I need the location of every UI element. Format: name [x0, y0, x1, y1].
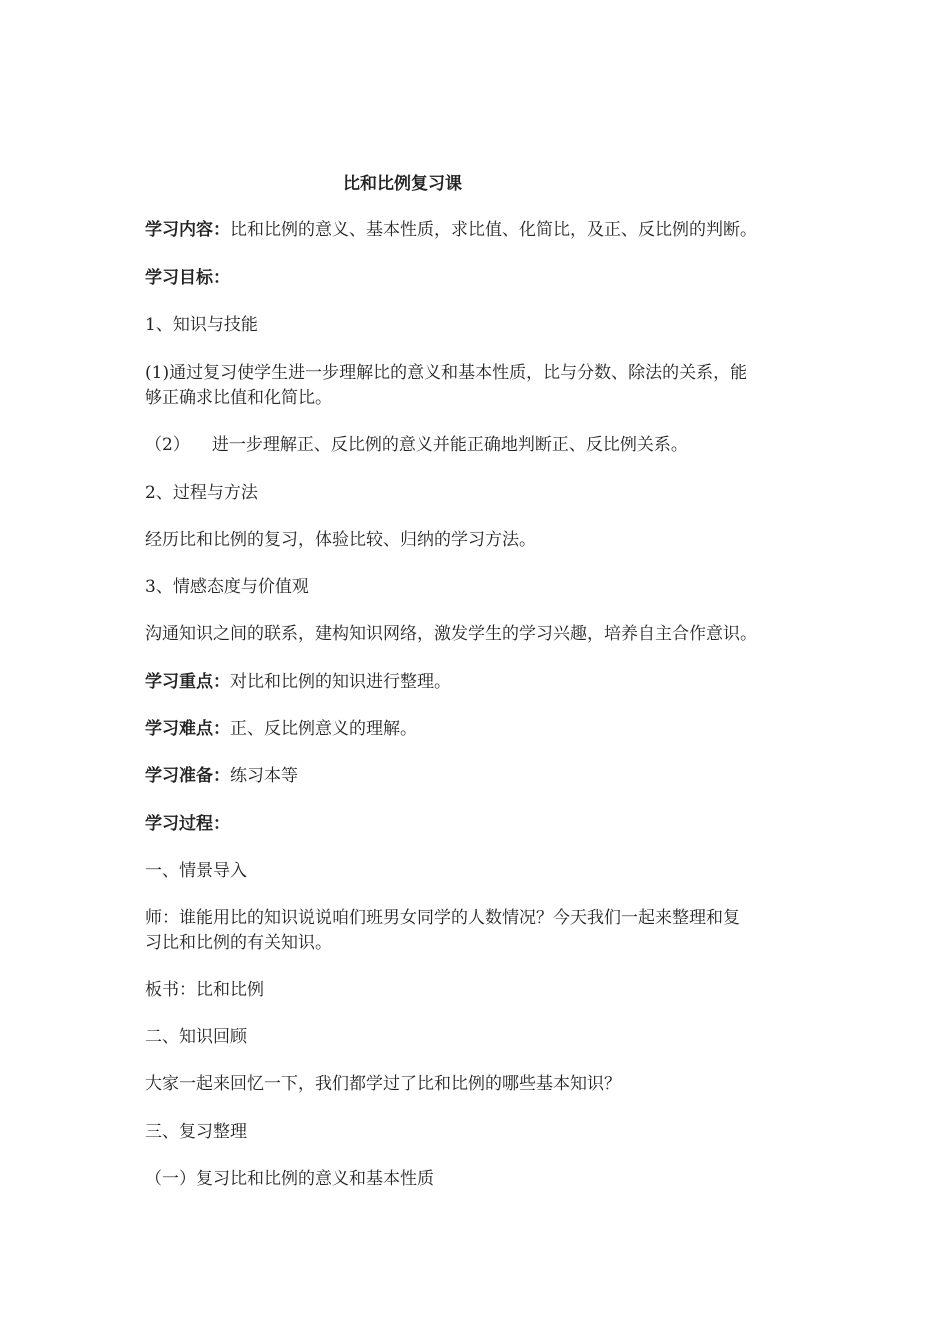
section1-heading: 一、情景导入	[145, 861, 247, 881]
goal3-text: 沟通知识之间的联系，建构知识网络，激发学生的学习兴趣，培养自主合作意识。	[145, 624, 757, 644]
goal1-item1-line1: (1)通过复习使学生进一步理解比的意义和基本性质，比与分数、除法的关系，能	[145, 363, 748, 383]
goal1-item2-text: 进一步理解正、反比例的意义并能正确地判断正、反比例关系。	[211, 435, 688, 455]
section1-line2: 习比和比例的有关知识。	[145, 933, 332, 953]
goal2-heading: 2、过程与方法	[145, 483, 258, 503]
goals-label: 学习目标：	[145, 268, 230, 288]
goal1-heading: 1、知识与技能	[145, 315, 258, 335]
preparation-label: 学习准备：	[145, 766, 230, 786]
page-title: 比和比例复习课	[343, 174, 462, 194]
content-text: 比和比例的意义、基本性质，求比值、化简比，及正、反比例的判断。	[230, 220, 757, 240]
section1-line1: 师：谁能用比的知识说说咱们班男女同学的人数情况？今天我们一起来整理和复	[145, 908, 740, 928]
content-label: 学习内容：	[145, 220, 230, 240]
goal1-item1-line2: 够正确求比值和化简比。	[145, 388, 332, 408]
content-paragraph	[145, 218, 815, 243]
goal3-heading: 3、情感态度与价值观	[145, 577, 309, 597]
key-point-text: 对比和比例的知识进行整理。	[230, 672, 451, 692]
difficulty-label: 学习难点：	[145, 719, 230, 739]
preparation-text: 练习本等	[230, 766, 298, 786]
goal2-text: 经历比和比例的复习，体验比较、归纳的学习方法。	[145, 530, 536, 550]
goal1-item2-number: （2）	[145, 435, 190, 455]
section2-text: 大家一起来回忆一下，我们都学过了比和比例的哪些基本知识？	[145, 1074, 621, 1094]
difficulty-text: 正、反比例意义的理解。	[230, 719, 417, 739]
key-point-paragraph	[145, 670, 815, 695]
process-label: 学习过程：	[145, 814, 230, 834]
section1-board: 板书：比和比例	[145, 980, 264, 1000]
preparation-paragraph	[145, 764, 815, 789]
key-point-label: 学习重点：	[145, 672, 230, 692]
difficulty-paragraph	[145, 717, 815, 742]
section3-heading: 三、复习整理	[145, 1122, 247, 1142]
goal1-item2	[145, 433, 815, 458]
section2-heading: 二、知识回顾	[145, 1027, 247, 1047]
section3-sub1: （一）复习比和比例的意义和基本性质	[145, 1169, 434, 1189]
